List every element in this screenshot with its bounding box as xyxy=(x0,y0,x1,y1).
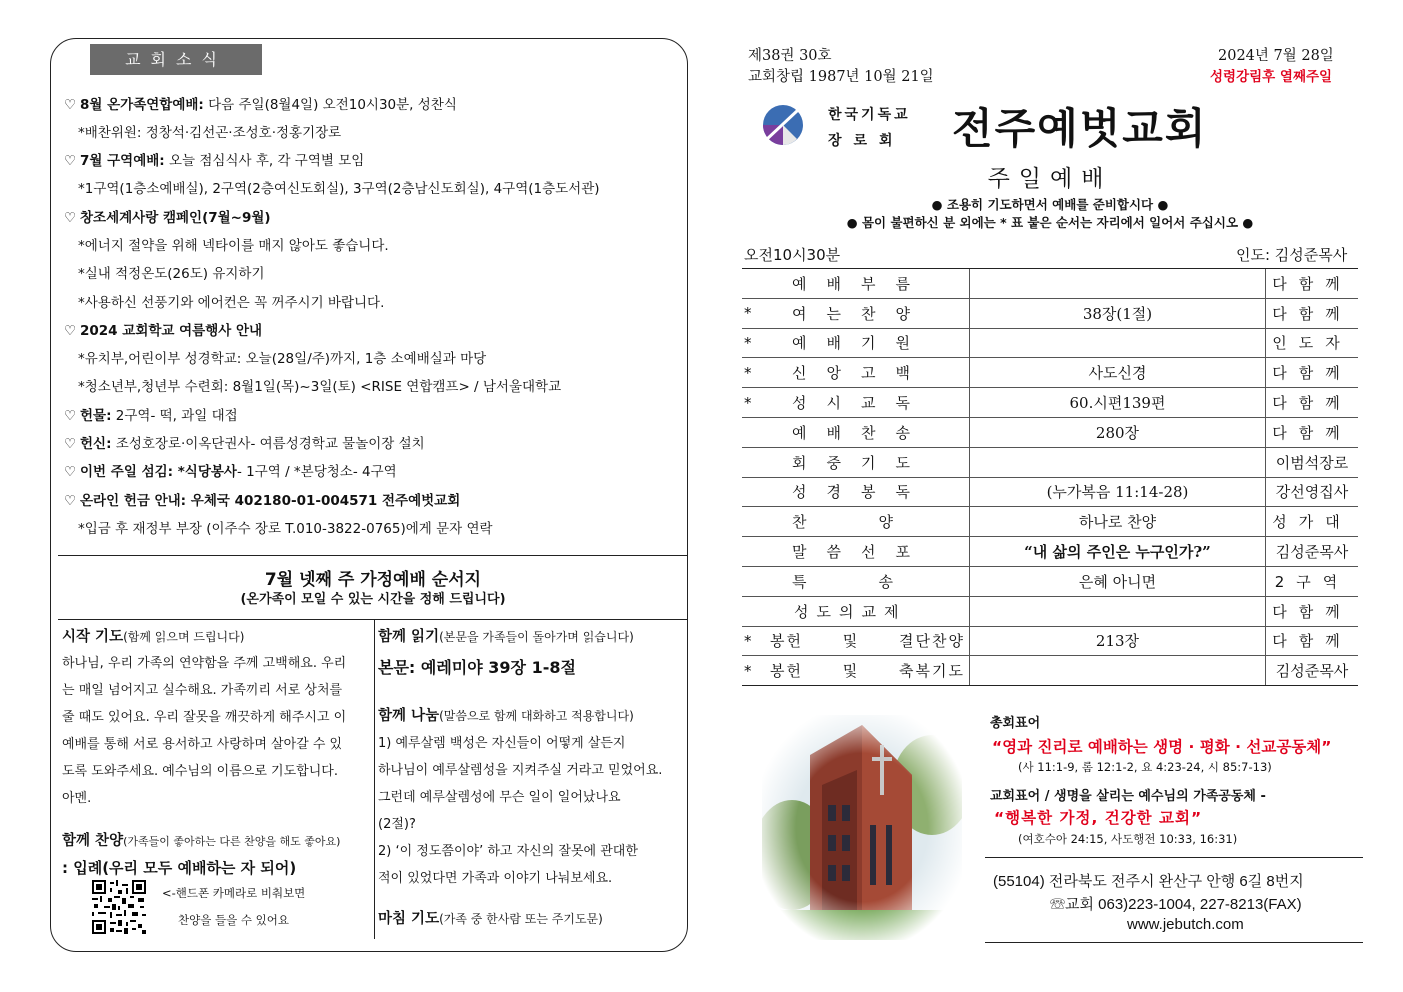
worship-order-row xyxy=(742,298,1358,328)
news-item-text: *청소년부,청년부 수련회: 8월1일(목)~3일(토) <RISE 연합캠프> / 남서울대학교 xyxy=(78,379,562,395)
notice-line: ● 몸이 불편하신 분 외에는 * 표 붙은 순서는 자리에서 일어서 주십시오 ● xyxy=(846,215,1254,230)
worship-order-row xyxy=(742,447,1358,477)
worship-order-row xyxy=(742,328,1358,358)
worship-order-row xyxy=(742,626,1358,656)
sharing-line: 하나님이 예루살렘성을 지켜주실 거라고 믿었어요. xyxy=(378,763,663,778)
opening-prayer-line: 하나님, 우리 가족의 연약함을 주께 고백해요. 우리 xyxy=(62,656,347,671)
church-news-item xyxy=(78,375,561,395)
church-name: 전주예벗교회 xyxy=(952,104,1208,153)
church-building-image xyxy=(762,715,962,940)
sharing-text xyxy=(378,730,684,892)
service-time: 오전10시30분 xyxy=(744,246,841,264)
standing-marker xyxy=(742,566,770,596)
order-item-by: 김성준목사 xyxy=(1265,537,1358,567)
worship-order-row xyxy=(742,507,1358,537)
news-item-text: *배찬위원: 정창석·김선곤·조성호·정홍기장로 xyxy=(78,125,342,141)
news-item-title: 7월 구역예배: xyxy=(80,153,165,169)
order-item-name xyxy=(770,388,969,418)
reading-title: 함께 읽기 xyxy=(378,629,440,645)
praise-title: 함께 찬양 xyxy=(62,833,124,849)
order-item-content xyxy=(969,328,1265,358)
order-item-name xyxy=(770,417,969,447)
heart-icon: ♡ xyxy=(64,97,77,113)
denomination-line: 한국기독교 xyxy=(828,107,911,123)
news-item-title: 창조세계사랑 캠페인(7월~9월) xyxy=(80,210,271,226)
general-motto-refs: (사 11:1-9, 롬 12:1-2, 요 4:23-24, 시 85:7-13) xyxy=(1018,760,1272,774)
sharing-note: (말씀으로 함께 대화하고 적용합니다) xyxy=(439,709,634,723)
order-item-content: (누가복음 11:14-28) xyxy=(969,477,1265,507)
order-item-content: 213장 xyxy=(969,626,1265,656)
worship-order-row xyxy=(742,656,1358,686)
order-item-name xyxy=(770,507,969,537)
church-motto-label: 교회표어 / 생명을 살리는 예수님의 가족공동체 - xyxy=(990,789,1266,804)
sharing-line: 1) 예루살렘 백성은 자신들이 어떻게 살든지 xyxy=(378,736,626,751)
order-item-by: 다함께 xyxy=(1265,417,1358,447)
order-item-name-text: 성경봉독 xyxy=(792,483,930,502)
divider xyxy=(58,619,688,620)
qr-note: 찬양을 들을 수 있어요 xyxy=(178,913,289,927)
order-item-name-text: 예배찬송 xyxy=(792,423,930,442)
divider xyxy=(985,857,1363,858)
reading-section xyxy=(378,625,684,646)
standing-marker xyxy=(742,447,770,477)
standing-marker: * xyxy=(742,298,770,328)
heart-icon: ♡ xyxy=(64,210,77,226)
church-news-item xyxy=(78,234,389,254)
order-item-content: 은혜 아니면 xyxy=(969,566,1265,596)
bulletin-date: 2024년 7월 28일 xyxy=(1218,48,1334,64)
divider xyxy=(985,942,1363,943)
order-item-content xyxy=(969,656,1265,686)
order-item-name xyxy=(770,537,969,567)
order-item-by: 김성준목사 xyxy=(1265,656,1358,686)
church-news-item xyxy=(64,404,238,424)
news-item-text: *사용하신 선풍기와 에어컨은 꼭 꺼주시기 바랍니다. xyxy=(78,295,385,311)
church-news-item xyxy=(64,319,262,339)
standing-marker xyxy=(742,269,770,299)
qr-note: <-핸드폰 카메라로 비춰보면 xyxy=(162,886,306,900)
heart-icon: ♡ xyxy=(64,464,77,480)
church-news-item xyxy=(64,460,397,480)
order-item-name xyxy=(770,566,969,596)
news-item-title: 8월 온가족연합예배: xyxy=(80,97,204,113)
church-motto-refs: (여호수아 24:15, 사도행전 10:33, 16:31) xyxy=(1018,832,1238,846)
worship-order-row xyxy=(742,417,1358,447)
news-item-title: 온라인 헌금 안내: 우체국 402180-01-004571 전주예벗교회 xyxy=(80,493,461,509)
church-news-item xyxy=(78,262,265,282)
church-news-item xyxy=(64,206,271,226)
reading-text: 본문: 예레미야 39장 1-8절 xyxy=(378,658,576,677)
standing-marker: * xyxy=(742,656,770,686)
church-website[interactable]: www.jebutch.com xyxy=(1127,916,1244,933)
order-item-name-text: 특송 xyxy=(792,572,965,591)
divider xyxy=(58,555,688,556)
order-item-name-text: 여는찬양 xyxy=(792,304,930,323)
worship-order-table xyxy=(742,268,1358,686)
family-worship-title: 7월 넷째 주 가정예배 순서지 xyxy=(264,570,482,590)
order-item-content: 280장 xyxy=(969,417,1265,447)
order-item-content: 사도신경 xyxy=(969,358,1265,388)
order-item-name-text: 회중기도 xyxy=(792,453,930,472)
news-item-text: 다음 주일(8월4일) 오전10시30분, 성찬식 xyxy=(203,97,457,113)
news-item-title: 헌물: xyxy=(80,408,112,424)
order-item-name-text: 성시교독 xyxy=(792,394,930,413)
praise-section xyxy=(62,829,340,850)
notice-line: ● 조용히 기도하면서 예배를 준비합시다 ● xyxy=(931,197,1169,212)
standing-marker: * xyxy=(742,358,770,388)
general-motto-label: 총회표어 xyxy=(990,716,1041,731)
worship-order-row xyxy=(742,269,1358,299)
opening-prayer-line: 는 매일 넘어지고 실수해요. 가족끼리 서로 상처를 xyxy=(62,683,343,698)
order-item-by: 이범석장로 xyxy=(1265,447,1358,477)
heart-icon: ♡ xyxy=(64,408,77,424)
volume-number: 제38권 30호 xyxy=(748,48,832,64)
church-news-header: 교회소식 xyxy=(90,44,262,75)
heart-icon: ♡ xyxy=(64,323,77,339)
news-item-text: 조성호장로·이옥단권사- 여름성경학교 물놀이장 설치 xyxy=(111,436,425,452)
sharing-line: 적이 있었다면 가족과 이야기 나눠보세요. xyxy=(378,871,613,886)
order-item-content xyxy=(969,269,1265,299)
news-item-text: 오늘 점심식사 후, 각 구역별 모임 xyxy=(164,153,365,169)
news-item-text: *에너지 절약을 위해 넥타이를 매지 않아도 좋습니다. xyxy=(78,238,389,254)
order-item-by: 다함께 xyxy=(1265,388,1358,418)
standing-marker xyxy=(742,537,770,567)
news-item-title: 헌신: xyxy=(80,436,112,452)
order-item-name xyxy=(770,477,969,507)
church-news-item xyxy=(78,121,341,141)
closing-title: 마침 기도 xyxy=(378,911,440,927)
family-worship-subtitle: (온가족이 모일 수 있는 시간을 정해 드립니다) xyxy=(240,592,506,607)
sharing-section xyxy=(378,704,634,725)
worship-order-row xyxy=(742,566,1358,596)
order-item-by: 다함께 xyxy=(1265,269,1358,299)
service-title: 주일예배 xyxy=(987,166,1113,192)
order-item-name xyxy=(770,328,969,358)
sharing-line: (2절)? xyxy=(378,817,416,832)
order-item-name-text: 성도의교제 xyxy=(794,602,907,621)
church-news-item xyxy=(78,177,600,197)
news-item-text: - 1구역 / *본당청소- 4구역 xyxy=(236,464,397,480)
closing-section xyxy=(378,907,603,928)
worship-order-row xyxy=(742,537,1358,567)
standing-marker xyxy=(742,477,770,507)
order-item-name xyxy=(770,358,969,388)
order-item-by: 인도자 xyxy=(1265,328,1358,358)
order-item-name-text: 찬양 xyxy=(792,513,965,532)
sharing-line: 2) ‘이 정도쯤이야’ 하고 자신의 잘못에 관대한 xyxy=(378,844,638,859)
heart-icon: ♡ xyxy=(64,436,77,452)
opening-prayer-note: (함께 읽으며 드립니다) xyxy=(123,630,245,644)
standing-marker: * xyxy=(742,388,770,418)
founding-date: 교회창립 1987년 10월 21일 xyxy=(748,69,934,85)
opening-prayer-line: 줄 때도 있어요. 우리 잘못을 깨끗하게 해주시고 이 xyxy=(62,710,347,725)
heart-icon: ♡ xyxy=(64,153,77,169)
service-leader: 인도: 김성준목사 xyxy=(1236,246,1348,264)
opening-prayer-line: 아멘. xyxy=(62,791,92,806)
liturgical-season: 성령강림후 열째주일 xyxy=(1210,69,1333,85)
church-news-item xyxy=(78,291,384,311)
church-news-item xyxy=(78,517,493,537)
church-news-item xyxy=(78,347,486,367)
opening-prayer-section xyxy=(62,625,370,812)
order-item-name-text: 봉헌 및 결단찬양 xyxy=(770,632,965,651)
standing-marker: * xyxy=(742,626,770,656)
order-item-name-text: 말씀선포 xyxy=(792,543,930,562)
order-item-by: 다함께 xyxy=(1265,626,1358,656)
general-motto-text: “영과 진리로 예배하는 생명 · 평화 · 선교공동체” xyxy=(992,738,1332,756)
opening-prayer-title: 시작 기도 xyxy=(62,629,124,645)
order-item-by: 다함께 xyxy=(1265,358,1358,388)
standing-marker: * xyxy=(742,328,770,358)
church-phone: ☏교회 063)223-1004, 227-8213(FAX) xyxy=(1050,896,1302,913)
praise-song: : 입례(우리 모두 예배하는 자 되어) xyxy=(62,859,297,877)
order-item-content: 60.시편139편 xyxy=(969,388,1265,418)
order-item-name xyxy=(770,656,969,686)
order-item-name xyxy=(770,298,969,328)
order-item-content: 38장(1절) xyxy=(969,298,1265,328)
order-item-by: 다함께 xyxy=(1265,298,1358,328)
order-item-name-text: 신앙고백 xyxy=(792,364,930,383)
heart-icon: ♡ xyxy=(64,493,77,509)
church-motto-text: “행복한 가정, 건강한 교회” xyxy=(994,809,1203,827)
closing-note: (가족 중 한사람 또는 주기도문) xyxy=(439,912,603,926)
church-news-item xyxy=(64,149,364,169)
reading-note: (본문을 가족들이 돌아가며 읽습니다) xyxy=(439,630,634,644)
news-item-text: *1구역(1층소예배실), 2구역(2층여신도회실), 3구역(2층남신도회실), 4구역(1층도서관) xyxy=(78,181,600,197)
news-item-text: *입금 후 재정부 부장 (이주수 장로 T.010-3822-0765)에게 문자 연락 xyxy=(78,521,493,537)
news-item-title: 2024 교회학교 여름행사 안내 xyxy=(80,323,263,339)
standing-marker xyxy=(742,507,770,537)
column-divider xyxy=(374,619,375,939)
opening-prayer-line: 예배를 통해 서로 용서하고 사랑하며 살아갈 수 있 xyxy=(62,737,343,752)
order-item-name-text: 예배기원 xyxy=(792,334,930,353)
news-item-title: 이번 주일 섬김: *식당봉사 xyxy=(80,464,237,480)
opening-prayer-text xyxy=(62,650,370,812)
order-item-by: 2구역 xyxy=(1265,566,1358,596)
church-news-item xyxy=(64,432,425,452)
order-item-name xyxy=(770,269,969,299)
news-item-text: *유치부,어린이부 성경학교: 오늘(28일/주)까지, 1층 소예배실과 마당 xyxy=(78,351,487,367)
standing-marker xyxy=(742,596,770,626)
order-item-name xyxy=(770,596,969,626)
order-item-name xyxy=(770,447,969,477)
standing-marker xyxy=(742,417,770,447)
sharing-title: 함께 나눔 xyxy=(378,708,440,724)
order-item-content: “내 삶의 주인은 누구인가?” xyxy=(969,537,1265,567)
opening-prayer-line: 도록 도와주세요. 예수님의 이름으로 기도합니다. xyxy=(62,764,338,779)
praise-note: (가족들이 좋아하는 다른 찬양을 해도 좋아요) xyxy=(123,835,341,848)
denomination-line: 장로회 xyxy=(828,133,905,149)
order-item-name-text: 봉헌 및 축복기도 xyxy=(770,662,965,681)
order-item-content xyxy=(969,447,1265,477)
church-news-item xyxy=(64,489,460,509)
church-news-item xyxy=(64,93,457,113)
sharing-line: 그런데 예루살렘성에 무슨 일이 일어났나요 xyxy=(378,790,621,805)
order-item-name xyxy=(770,626,969,656)
news-item-text: 2구역- 떡, 과일 대접 xyxy=(111,408,238,424)
order-item-content xyxy=(969,596,1265,626)
worship-order-row xyxy=(742,358,1358,388)
order-item-by: 강선영집사 xyxy=(1265,477,1358,507)
order-item-by: 다함께 xyxy=(1265,596,1358,626)
order-item-name-text: 예배부름 xyxy=(792,274,930,293)
worship-order-row xyxy=(742,596,1358,626)
news-item-text: *실내 적정온도(26도) 유지하기 xyxy=(78,266,265,282)
church-address: (55104) 전라북도 전주시 완산구 안행 6길 8번지 xyxy=(993,873,1304,890)
qr-code[interactable] xyxy=(92,880,146,934)
worship-order-row xyxy=(742,388,1358,418)
church-logo xyxy=(762,104,804,146)
worship-order-row xyxy=(742,477,1358,507)
order-item-content: 하나로 찬양 xyxy=(969,507,1265,537)
worship-order-body xyxy=(742,269,1358,686)
order-item-by: 성가대 xyxy=(1265,507,1358,537)
